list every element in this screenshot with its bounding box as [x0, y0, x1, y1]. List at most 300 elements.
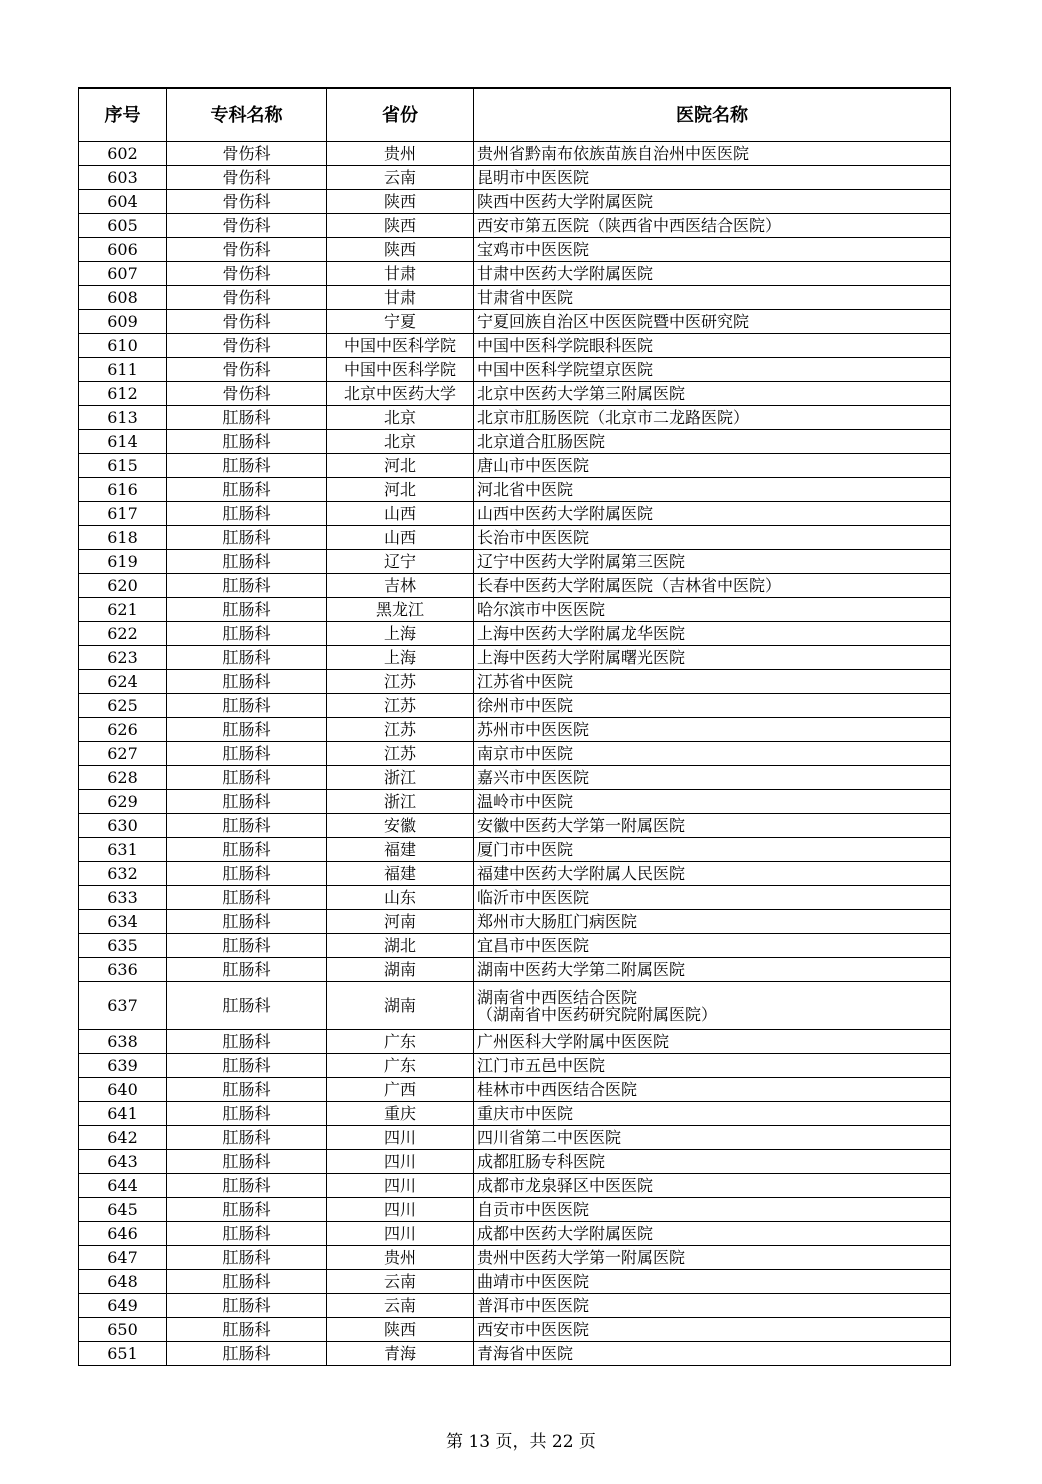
table-row — [79, 718, 951, 742]
col-header-no: 序号 — [79, 88, 167, 142]
hospital-name-line: 徐州市中医院 — [477, 696, 574, 715]
hospital-name-line: 中国中医科学院望京医院 — [477, 360, 654, 379]
row-specialty: 肛肠科 — [167, 910, 327, 934]
hospital-name-line: 上海中医药大学附属龙华医院 — [477, 624, 686, 643]
row-specialty: 骨伤科 — [167, 334, 327, 358]
row-province: 辽宁 — [327, 550, 474, 574]
row-number: 622 — [79, 622, 167, 646]
row-specialty: 肛肠科 — [167, 406, 327, 430]
row-specialty: 肛肠科 — [167, 550, 327, 574]
row-province: 河北 — [327, 478, 474, 502]
row-number: 618 — [79, 526, 167, 550]
table-row — [79, 742, 951, 766]
row-province: 四川 — [327, 1174, 474, 1198]
row-hospital — [474, 1270, 951, 1294]
table-row — [79, 574, 951, 598]
row-number: 611 — [79, 358, 167, 382]
hospital-name-line: 厦门市中医院 — [477, 840, 574, 859]
table-row — [79, 694, 951, 718]
row-number: 633 — [79, 886, 167, 910]
hospital-name-line: 长治市中医医院 — [477, 528, 590, 547]
row-number: 647 — [79, 1246, 167, 1270]
row-province: 河北 — [327, 454, 474, 478]
table-row — [79, 1054, 951, 1078]
hospital-name-line: 宝鸡市中医医院 — [477, 240, 590, 259]
row-number: 621 — [79, 598, 167, 622]
row-province: 云南 — [327, 1270, 474, 1294]
row-hospital — [474, 718, 951, 742]
row-specialty: 肛肠科 — [167, 502, 327, 526]
row-hospital — [474, 1318, 951, 1342]
row-province: 安徽 — [327, 814, 474, 838]
row-number: 613 — [79, 406, 167, 430]
row-number: 638 — [79, 1030, 167, 1054]
hospital-name-line: 江门市五邑中医院 — [477, 1056, 606, 1075]
row-province: 江苏 — [327, 742, 474, 766]
hospital-name-line: 宁夏回族自治区中医医院暨中医研究院 — [477, 312, 750, 331]
row-province: 四川 — [327, 1198, 474, 1222]
row-specialty: 肛肠科 — [167, 1318, 327, 1342]
row-number: 637 — [79, 982, 167, 1030]
row-hospital — [474, 262, 951, 286]
row-specialty: 肛肠科 — [167, 646, 327, 670]
row-hospital — [474, 358, 951, 382]
hospital-name-line: 西安市第五医院（陕西省中西医结合医院） — [477, 216, 782, 235]
row-hospital — [474, 1102, 951, 1126]
row-hospital — [474, 766, 951, 790]
row-hospital — [474, 334, 951, 358]
row-hospital — [474, 142, 951, 166]
row-specialty: 肛肠科 — [167, 694, 327, 718]
row-specialty: 肛肠科 — [167, 886, 327, 910]
row-hospital — [474, 910, 951, 934]
hospital-name-line: 临沂市中医医院 — [477, 888, 590, 907]
row-specialty: 肛肠科 — [167, 814, 327, 838]
hospital-name-line: 安徽中医药大学第一附属医院 — [477, 816, 686, 835]
table-row — [79, 214, 951, 238]
row-province: 江苏 — [327, 670, 474, 694]
row-province: 浙江 — [327, 766, 474, 790]
row-specialty: 肛肠科 — [167, 766, 327, 790]
hospital-name-line: 北京中医药大学第三附属医院 — [477, 384, 686, 403]
table-row — [79, 766, 951, 790]
hospital-name-line: 上海中医药大学附属曙光医院 — [477, 648, 686, 667]
hospital-name-line: 苏州市中医医院 — [477, 720, 590, 739]
row-province: 中国中医科学院 — [327, 358, 474, 382]
row-province: 贵州 — [327, 1246, 474, 1270]
table-row — [79, 262, 951, 286]
row-hospital — [474, 166, 951, 190]
hospital-name-line: 昆明市中医医院 — [477, 168, 590, 187]
row-specialty: 骨伤科 — [167, 190, 327, 214]
row-hospital — [474, 646, 951, 670]
row-number: 651 — [79, 1342, 167, 1366]
row-number: 646 — [79, 1222, 167, 1246]
row-hospital — [474, 382, 951, 406]
table-row — [79, 430, 951, 454]
hospital-name-line: 北京市肛肠医院（北京市二龙路医院） — [477, 408, 750, 427]
row-specialty: 肛肠科 — [167, 1054, 327, 1078]
row-specialty: 肛肠科 — [167, 574, 327, 598]
row-province: 中国中医科学院 — [327, 334, 474, 358]
table-row — [79, 1342, 951, 1366]
hospital-name-line: 宜昌市中医医院 — [477, 936, 590, 955]
row-hospital — [474, 454, 951, 478]
row-hospital — [474, 550, 951, 574]
row-hospital — [474, 238, 951, 262]
row-specialty: 肛肠科 — [167, 718, 327, 742]
hospital-name-line: 嘉兴市中医医院 — [477, 768, 590, 787]
row-hospital — [474, 1054, 951, 1078]
row-province: 宁夏 — [327, 310, 474, 334]
table-header-row — [79, 88, 951, 142]
hospital-name-line: 山西中医药大学附属医院 — [477, 504, 654, 523]
row-specialty: 肛肠科 — [167, 1030, 327, 1054]
table-row — [79, 166, 951, 190]
table-row — [79, 310, 951, 334]
hospital-name-line: 西安市中医医院 — [477, 1320, 590, 1339]
row-hospital — [474, 1222, 951, 1246]
table-row — [79, 934, 951, 958]
row-number: 640 — [79, 1078, 167, 1102]
row-province: 北京中医药大学 — [327, 382, 474, 406]
hospital-name-line: 南京市中医院 — [477, 744, 574, 763]
row-number: 606 — [79, 238, 167, 262]
hospital-name-line: 中国中医科学院眼科医院 — [477, 336, 654, 355]
table-row — [79, 1198, 951, 1222]
table-row — [79, 1294, 951, 1318]
table-row — [79, 1030, 951, 1054]
row-specialty: 肛肠科 — [167, 430, 327, 454]
table-row — [79, 382, 951, 406]
row-number: 619 — [79, 550, 167, 574]
row-province: 广西 — [327, 1078, 474, 1102]
row-hospital — [474, 502, 951, 526]
table-row — [79, 334, 951, 358]
table-row — [79, 622, 951, 646]
hospital-name-line: 贵州中医药大学第一附属医院 — [477, 1248, 686, 1267]
row-province: 陕西 — [327, 238, 474, 262]
row-number: 636 — [79, 958, 167, 982]
page-footer: 第 13 页，共 22 页 — [446, 1432, 596, 1452]
table-row — [79, 1078, 951, 1102]
row-number: 645 — [79, 1198, 167, 1222]
row-specialty: 肛肠科 — [167, 478, 327, 502]
row-specialty: 肛肠科 — [167, 622, 327, 646]
row-hospital — [474, 214, 951, 238]
hospital-name-line: 江苏省中医院 — [477, 672, 574, 691]
row-hospital — [474, 1150, 951, 1174]
table-row — [79, 526, 951, 550]
row-specialty: 骨伤科 — [167, 214, 327, 238]
hospital-name-line: 陕西中医药大学附属医院 — [477, 192, 654, 211]
row-hospital — [474, 526, 951, 550]
hospital-name-line: 甘肃省中医院 — [477, 288, 574, 307]
row-province: 四川 — [327, 1126, 474, 1150]
row-hospital — [474, 886, 951, 910]
row-province: 吉林 — [327, 574, 474, 598]
row-number: 649 — [79, 1294, 167, 1318]
row-province: 江苏 — [327, 718, 474, 742]
row-specialty: 肛肠科 — [167, 1270, 327, 1294]
hospital-name-line: 郑州市大肠肛门病医院 — [477, 912, 638, 931]
row-hospital — [474, 934, 951, 958]
row-province: 云南 — [327, 1294, 474, 1318]
row-specialty: 骨伤科 — [167, 382, 327, 406]
row-hospital — [474, 190, 951, 214]
row-specialty: 肛肠科 — [167, 670, 327, 694]
row-province: 青海 — [327, 1342, 474, 1366]
row-specialty: 肛肠科 — [167, 790, 327, 814]
row-province: 山西 — [327, 502, 474, 526]
table-row — [79, 982, 951, 1030]
table-row — [79, 286, 951, 310]
row-number: 634 — [79, 910, 167, 934]
row-hospital — [474, 694, 951, 718]
hospital-name-line: 普洱市中医医院 — [477, 1296, 590, 1315]
row-hospital — [474, 478, 951, 502]
row-specialty: 肛肠科 — [167, 1126, 327, 1150]
row-province: 北京 — [327, 430, 474, 454]
table-row — [79, 670, 951, 694]
row-hospital — [474, 742, 951, 766]
row-province: 甘肃 — [327, 262, 474, 286]
hospital-name-line: （湖南省中医药研究院附属医院） — [477, 1004, 718, 1024]
row-number: 639 — [79, 1054, 167, 1078]
row-province: 云南 — [327, 166, 474, 190]
row-number: 623 — [79, 646, 167, 670]
row-hospital — [474, 622, 951, 646]
row-province: 广东 — [327, 1030, 474, 1054]
row-specialty: 肛肠科 — [167, 1198, 327, 1222]
row-province: 甘肃 — [327, 286, 474, 310]
row-specialty: 肛肠科 — [167, 1102, 327, 1126]
table-row — [79, 646, 951, 670]
row-number: 616 — [79, 478, 167, 502]
row-hospital — [474, 598, 951, 622]
row-hospital — [474, 310, 951, 334]
row-specialty: 肛肠科 — [167, 598, 327, 622]
table-row — [79, 190, 951, 214]
row-specialty: 肛肠科 — [167, 526, 327, 550]
col-header-specialty: 专科名称 — [167, 88, 327, 142]
row-number: 614 — [79, 430, 167, 454]
hospital-name-line: 成都市龙泉驿区中医医院 — [477, 1176, 654, 1195]
row-number: 608 — [79, 286, 167, 310]
row-specialty: 肛肠科 — [167, 982, 327, 1030]
row-province: 上海 — [327, 622, 474, 646]
row-province: 山东 — [327, 886, 474, 910]
row-number: 632 — [79, 862, 167, 886]
hospital-name-line: 唐山市中医医院 — [477, 456, 590, 475]
row-specialty: 肛肠科 — [167, 958, 327, 982]
row-number: 605 — [79, 214, 167, 238]
table-row — [79, 1174, 951, 1198]
row-specialty: 肛肠科 — [167, 1078, 327, 1102]
table-row — [79, 1126, 951, 1150]
row-province: 四川 — [327, 1150, 474, 1174]
row-specialty: 肛肠科 — [167, 862, 327, 886]
table-row — [79, 862, 951, 886]
row-specialty: 肛肠科 — [167, 934, 327, 958]
row-province: 陕西 — [327, 214, 474, 238]
table-row — [79, 358, 951, 382]
hospital-name-line: 贵州省黔南布依族苗族自治州中医医院 — [477, 144, 750, 163]
row-hospital — [474, 286, 951, 310]
row-province: 浙江 — [327, 790, 474, 814]
row-specialty: 骨伤科 — [167, 286, 327, 310]
hospital-name-line: 成都中医药大学附属医院 — [477, 1224, 654, 1243]
row-hospital — [474, 1198, 951, 1222]
table-row — [79, 1222, 951, 1246]
table-body — [79, 142, 951, 1366]
table-row — [79, 886, 951, 910]
row-number: 648 — [79, 1270, 167, 1294]
table-row — [79, 406, 951, 430]
table-row — [79, 550, 951, 574]
row-province: 湖南 — [327, 958, 474, 982]
row-number: 620 — [79, 574, 167, 598]
row-number: 635 — [79, 934, 167, 958]
table-row — [79, 142, 951, 166]
row-province: 重庆 — [327, 1102, 474, 1126]
row-hospital — [474, 838, 951, 862]
row-specialty: 肛肠科 — [167, 838, 327, 862]
row-specialty: 肛肠科 — [167, 1174, 327, 1198]
row-hospital — [474, 1246, 951, 1270]
row-hospital — [474, 1126, 951, 1150]
row-hospital — [474, 1030, 951, 1054]
row-specialty: 骨伤科 — [167, 262, 327, 286]
hospital-name-line: 曲靖市中医医院 — [477, 1272, 590, 1291]
table-row — [79, 838, 951, 862]
table-row — [79, 814, 951, 838]
table-row — [79, 1270, 951, 1294]
row-hospital — [474, 1294, 951, 1318]
hospital-name-line: 湖南省中西医结合医院 — [477, 987, 638, 1007]
table-row — [79, 958, 951, 982]
table-row — [79, 1246, 951, 1270]
row-number: 610 — [79, 334, 167, 358]
hospital-name-line: 湖南中医药大学第二附属医院 — [477, 960, 686, 979]
row-specialty: 骨伤科 — [167, 310, 327, 334]
row-number: 630 — [79, 814, 167, 838]
row-province: 湖北 — [327, 934, 474, 958]
hospital-name-line: 青海省中医院 — [477, 1344, 574, 1363]
hospital-name-line: 广州医科大学附属中医医院 — [477, 1032, 670, 1051]
row-hospital — [474, 1342, 951, 1366]
row-hospital — [474, 670, 951, 694]
table-row — [79, 598, 951, 622]
row-province: 陕西 — [327, 1318, 474, 1342]
hospital-name-line: 长春中医药大学附属医院（吉林省中医院） — [477, 576, 782, 595]
row-specialty: 骨伤科 — [167, 166, 327, 190]
table-row — [79, 478, 951, 502]
hospital-name-line: 北京道合肛肠医院 — [477, 432, 606, 451]
row-number: 626 — [79, 718, 167, 742]
row-province: 河南 — [327, 910, 474, 934]
table-row — [79, 790, 951, 814]
table-row — [79, 454, 951, 478]
row-number: 650 — [79, 1318, 167, 1342]
row-number: 642 — [79, 1126, 167, 1150]
row-hospital — [474, 430, 951, 454]
row-province: 陕西 — [327, 190, 474, 214]
row-number: 615 — [79, 454, 167, 478]
row-hospital — [474, 862, 951, 886]
row-province: 江苏 — [327, 694, 474, 718]
row-number: 612 — [79, 382, 167, 406]
hospital-table — [78, 87, 951, 1366]
row-number: 644 — [79, 1174, 167, 1198]
row-specialty: 骨伤科 — [167, 238, 327, 262]
hospital-name-line: 成都肛肠专科医院 — [477, 1152, 606, 1171]
row-province: 福建 — [327, 838, 474, 862]
row-province: 北京 — [327, 406, 474, 430]
row-specialty: 肛肠科 — [167, 1150, 327, 1174]
row-hospital — [474, 574, 951, 598]
table-row — [79, 1318, 951, 1342]
row-hospital — [474, 982, 951, 1030]
row-hospital — [474, 1078, 951, 1102]
hospital-name-line: 自贡市中医医院 — [477, 1200, 590, 1219]
row-number: 609 — [79, 310, 167, 334]
row-hospital — [474, 814, 951, 838]
row-province: 广东 — [327, 1054, 474, 1078]
row-province: 湖南 — [327, 982, 474, 1030]
row-number: 607 — [79, 262, 167, 286]
row-number: 604 — [79, 190, 167, 214]
row-specialty: 肛肠科 — [167, 1222, 327, 1246]
hospital-name-line: 四川省第二中医医院 — [477, 1128, 622, 1147]
row-number: 603 — [79, 166, 167, 190]
row-specialty: 肛肠科 — [167, 1294, 327, 1318]
row-province: 上海 — [327, 646, 474, 670]
row-province: 黑龙江 — [327, 598, 474, 622]
row-province: 四川 — [327, 1222, 474, 1246]
row-province: 福建 — [327, 862, 474, 886]
hospital-name-line: 桂林市中西医结合医院 — [477, 1080, 638, 1099]
row-number: 627 — [79, 742, 167, 766]
hospital-name-line: 温岭市中医院 — [477, 792, 574, 811]
row-hospital — [474, 1174, 951, 1198]
row-number: 641 — [79, 1102, 167, 1126]
hospital-name-line: 辽宁中医药大学附属第三医院 — [477, 552, 686, 571]
row-number: 629 — [79, 790, 167, 814]
row-specialty: 肛肠科 — [167, 1246, 327, 1270]
row-number: 625 — [79, 694, 167, 718]
row-specialty: 肛肠科 — [167, 1342, 327, 1366]
table-row — [79, 1102, 951, 1126]
row-province: 贵州 — [327, 142, 474, 166]
hospital-name-line: 福建中医药大学附属人民医院 — [477, 864, 686, 883]
row-number: 628 — [79, 766, 167, 790]
row-number: 624 — [79, 670, 167, 694]
table-row — [79, 1150, 951, 1174]
row-hospital — [474, 790, 951, 814]
table-row — [79, 910, 951, 934]
table-row — [79, 238, 951, 262]
hospital-name-line: 哈尔滨市中医医院 — [477, 600, 606, 619]
row-specialty: 肛肠科 — [167, 742, 327, 766]
hospital-name-line: 重庆市中医院 — [477, 1104, 574, 1123]
row-specialty: 骨伤科 — [167, 358, 327, 382]
row-number: 643 — [79, 1150, 167, 1174]
row-number: 617 — [79, 502, 167, 526]
row-hospital — [474, 958, 951, 982]
row-number: 602 — [79, 142, 167, 166]
row-specialty: 骨伤科 — [167, 142, 327, 166]
